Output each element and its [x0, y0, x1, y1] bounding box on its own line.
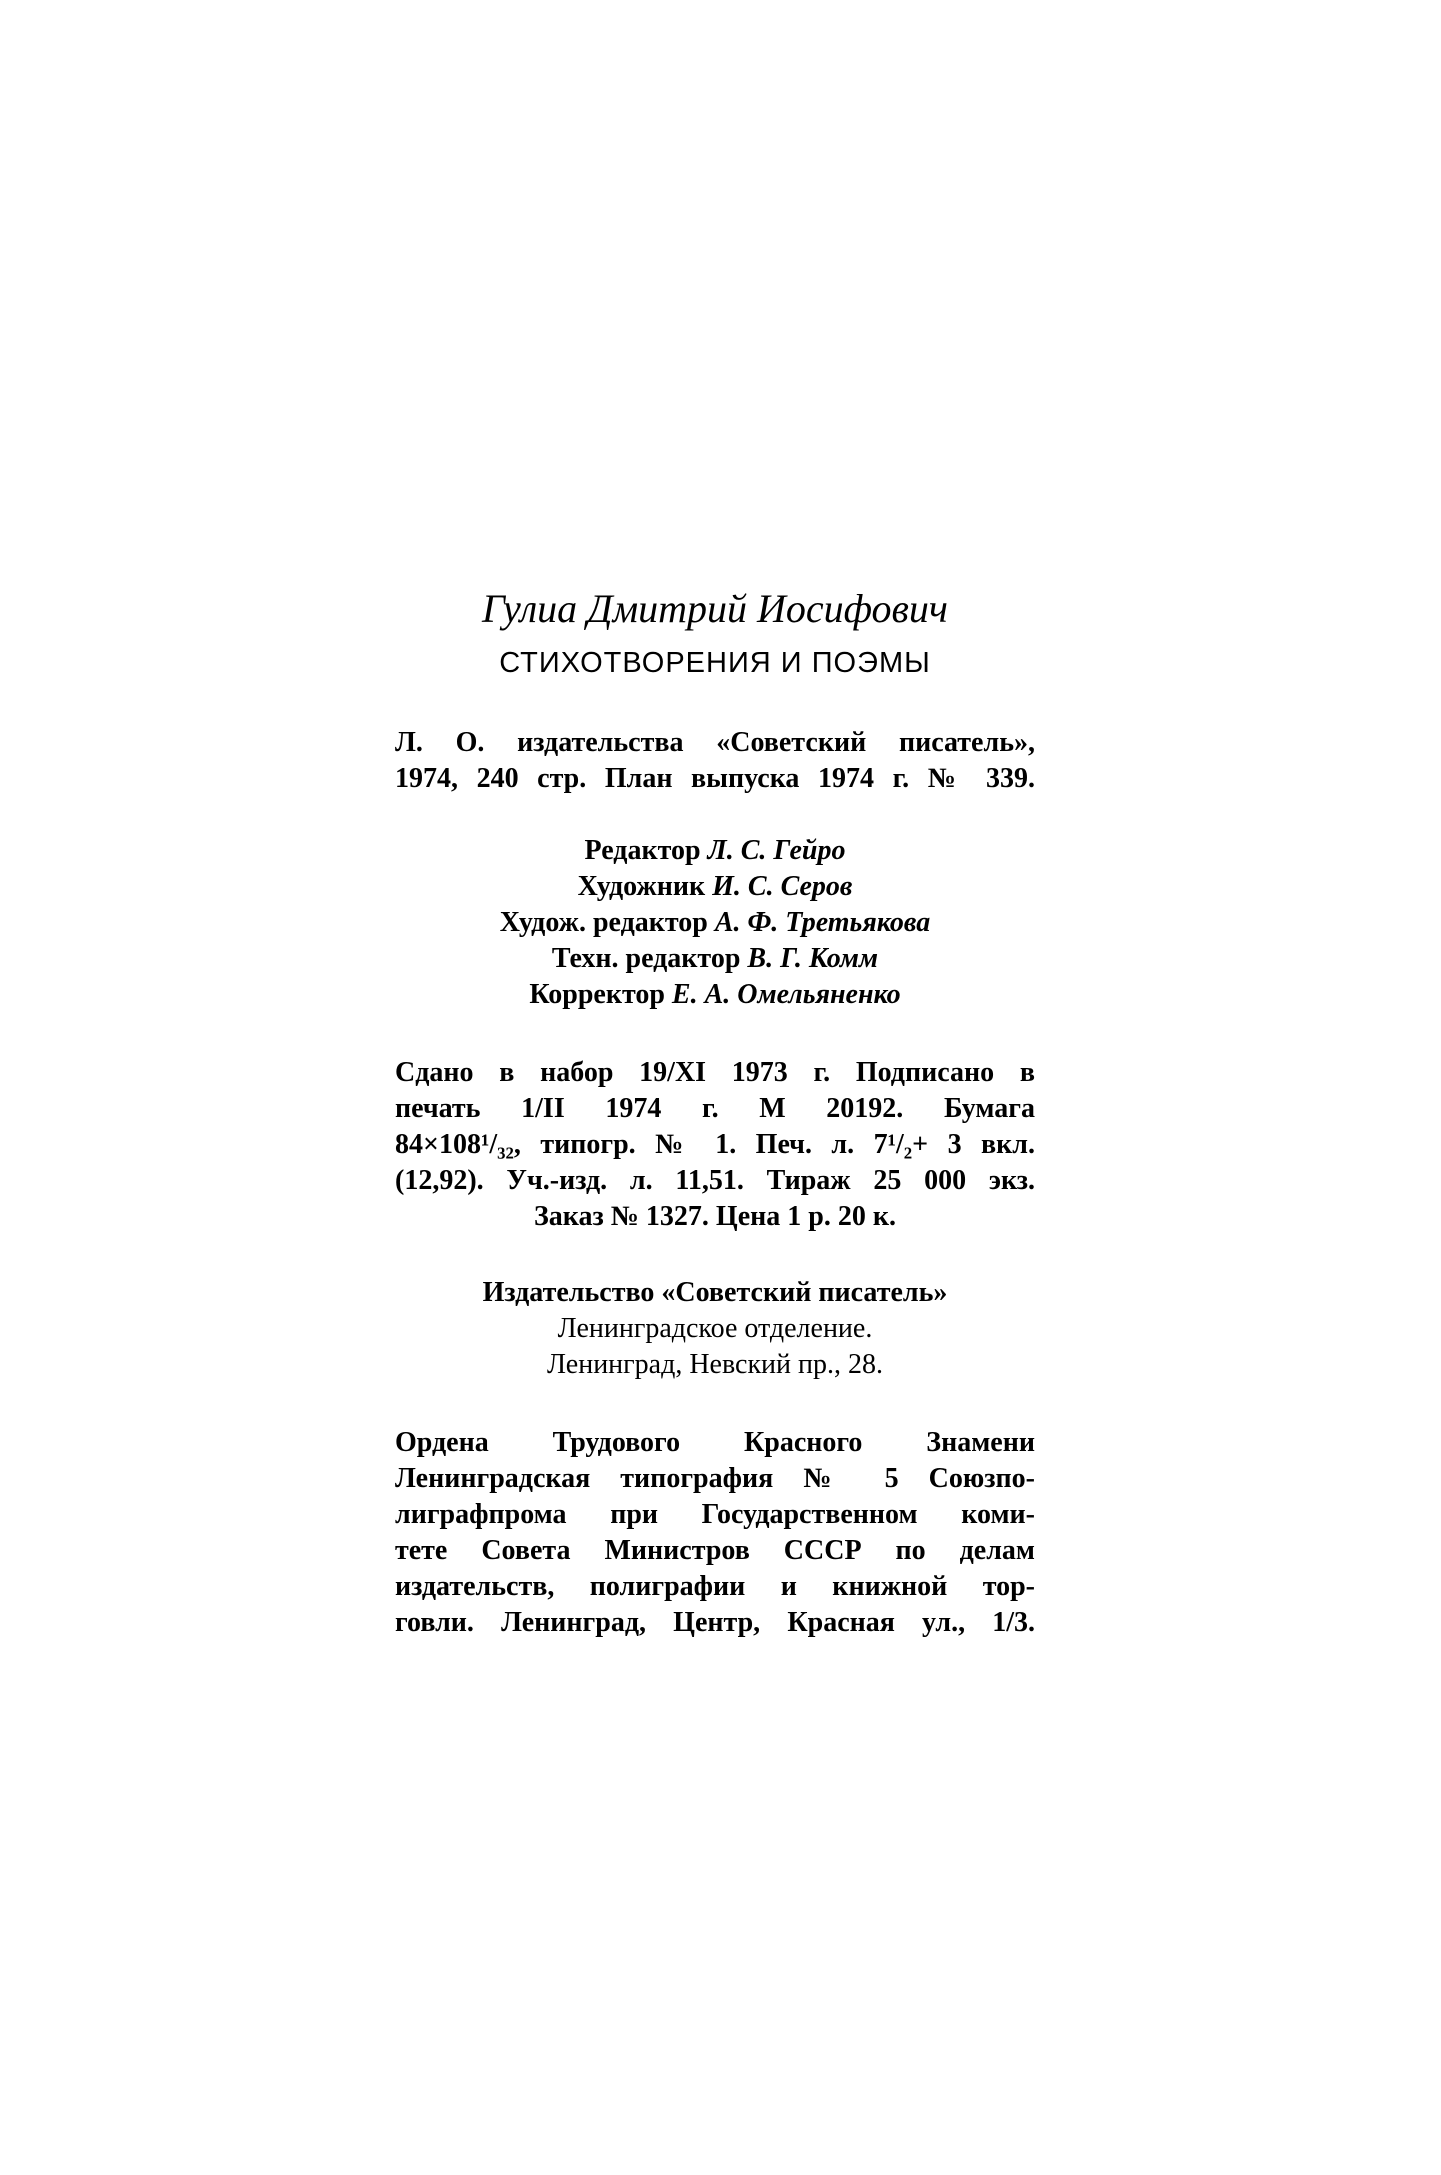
staff-name: А. Ф. Третьякова [714, 907, 931, 938]
author-name: Гулиа Дмитрий Иосифович [482, 586, 948, 631]
staff-role: Художник [577, 871, 706, 902]
staff-name: Л. С. Гейро [707, 835, 846, 866]
production-line: (12,92). Уч.-изд. л. 11,51. Тираж 25 000 экз. [395, 1165, 1035, 1196]
staff-line-art-editor [395, 905, 1035, 941]
publisher-line: Издательство «Советский писатель» [482, 1277, 948, 1308]
staff-role: Худож. редактор [499, 907, 708, 938]
staff-role: Редактор [584, 835, 701, 866]
production-block [395, 1055, 1035, 1235]
printer-block [395, 1425, 1035, 1641]
staff-block [395, 833, 1035, 1013]
staff-line-artist [395, 869, 1035, 905]
printer-line: тете Совета Министров СССР по делам [395, 1535, 1035, 1566]
production-line: 84×108¹/₃₂, типогр. № 1. Печ. л. 7¹/₂+ 3 вкл. [395, 1129, 1035, 1160]
production-line: Сдано в набор 19/XI 1973 г. Подписано в [395, 1057, 1035, 1088]
staff-name: Е. А. Омельяненко [671, 979, 901, 1010]
printer-line: говли. Ленинград, Центр, Красная ул., 1/3. [395, 1607, 1035, 1638]
staff-line-proofreader [395, 977, 1035, 1013]
printer-line: Ленинградская типография № 5 Союзпо- [395, 1463, 1035, 1494]
staff-role: Корректор [529, 979, 665, 1010]
edition-block [395, 725, 1035, 797]
edition-line: 1974, 240 стр. План выпуска 1974 г. № 339. [395, 763, 1035, 794]
production-line: Заказ № 1327. Цена 1 р. 20 к. [534, 1201, 896, 1232]
book-title: СТИХОТВОРЕНИЯ И ПОЭМЫ [499, 647, 931, 679]
edition-line: Л. О. издательства «Советский писатель», [395, 727, 1035, 758]
staff-line-editor [395, 833, 1035, 869]
staff-name: И. С. Серов [712, 871, 853, 902]
publisher-line: Ленинград, Невский пр., 28. [546, 1349, 884, 1380]
printer-line: лиграфпрома при Государственном коми- [395, 1499, 1035, 1530]
colophon [395, 585, 1035, 1641]
staff-line-tech-editor [395, 941, 1035, 977]
production-line: печать 1/II 1974 г. М 20192. Бумага [395, 1093, 1035, 1124]
printer-line: Ордена Трудового Красного Знамени [395, 1427, 1035, 1458]
printer-line: издательств, полиграфии и книжной тор- [395, 1571, 1035, 1602]
staff-name: В. Г. Комм [747, 943, 879, 974]
publisher-line: Ленинградское отделение. [557, 1313, 873, 1344]
publisher-block [395, 1275, 1035, 1383]
staff-role: Техн. редактор [551, 943, 741, 974]
